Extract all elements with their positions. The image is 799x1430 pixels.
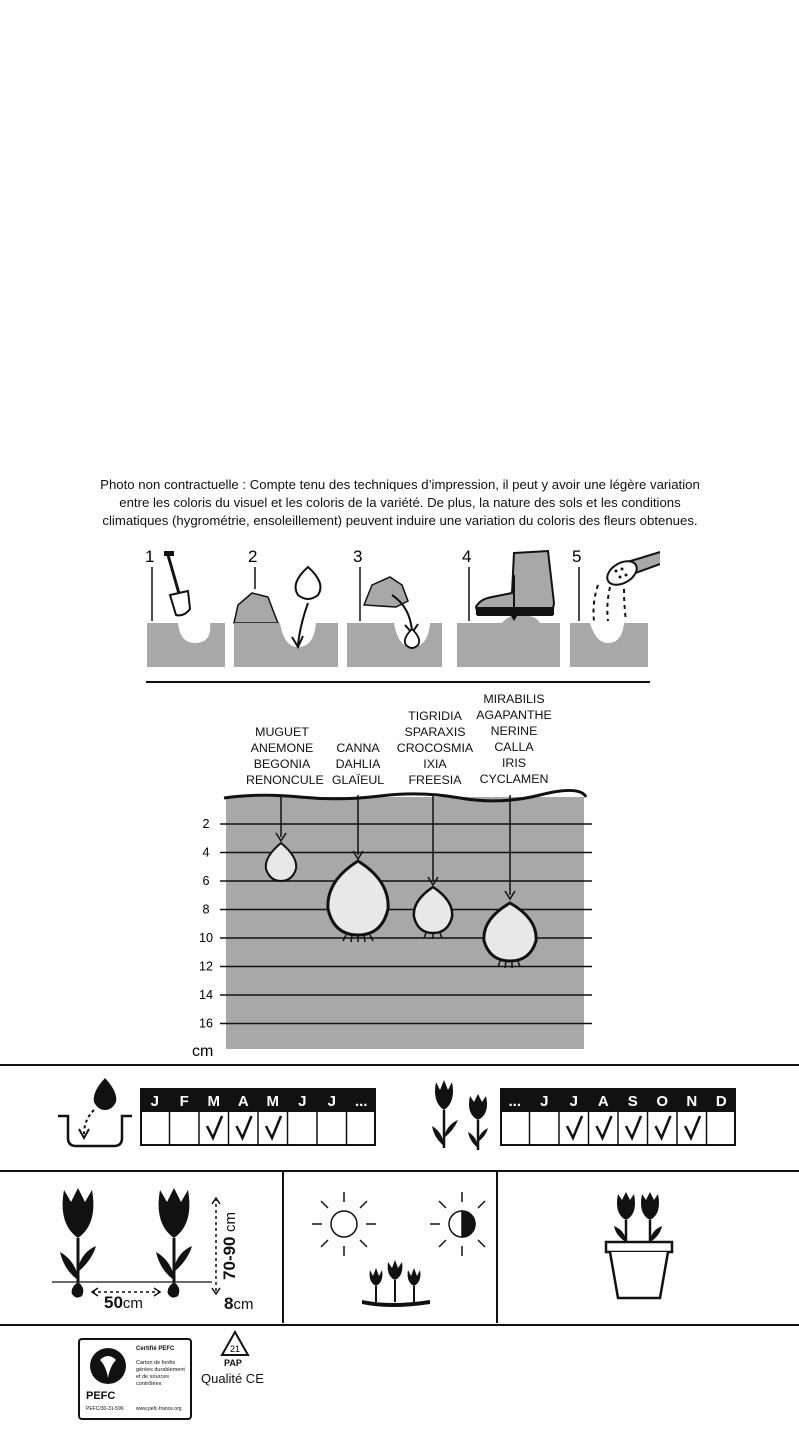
depth-tick-label: 10 — [198, 931, 214, 945]
bulb-icon — [296, 567, 321, 599]
checkmark-icon — [567, 1116, 582, 1138]
pefc-logo-icon — [88, 1346, 128, 1396]
panel-divider — [496, 1171, 498, 1323]
bulb-name: SPARAXIS — [404, 725, 466, 739]
step-5 — [570, 547, 660, 667]
bulb-name: GLAÏEUL — [331, 773, 385, 787]
depth-tick-label: 4 — [202, 845, 210, 860]
checkmark-icon — [626, 1116, 641, 1138]
potted-tulips-icon — [600, 1186, 680, 1306]
bulb-icon — [405, 629, 419, 648]
pefc-text-line: gérées durablement — [136, 1367, 185, 1373]
step-5-number: 5 — [572, 547, 582, 566]
group-3-names — [394, 708, 476, 788]
disclaimer-line-2: entre les coloris du visuel et les coloris de la variété. De plus, la nature des sols et les conditions — [119, 495, 681, 510]
group-4-names — [474, 691, 554, 787]
flowering-calendar — [500, 1088, 740, 1146]
step-1 — [145, 547, 225, 667]
checkmark-icon — [266, 1116, 281, 1138]
calendar-month-label: ... — [508, 1093, 522, 1110]
bulb-name: NERINE — [490, 724, 538, 738]
bulb-name: ANEMONE — [250, 741, 314, 755]
calendar-month-label: M — [207, 1093, 220, 1110]
tulip-icon — [156, 1188, 192, 1298]
step-3-number: 3 — [353, 547, 363, 566]
height-label — [206, 1200, 276, 1290]
planting-steps — [140, 545, 660, 685]
soil-hole — [570, 623, 648, 667]
bulb-name: IXIA — [423, 757, 447, 771]
soil-pile — [234, 593, 278, 623]
bulb-name: CROCOSMIA — [396, 741, 474, 755]
group-1-names — [246, 724, 324, 788]
pefc-logo-text: PEFC — [86, 1390, 116, 1402]
planting-calendar — [140, 1088, 380, 1146]
sun-icon — [312, 1192, 376, 1256]
soil-hole — [147, 623, 225, 667]
pefc-url: www.pefc-france.org — [136, 1406, 182, 1412]
step-2 — [234, 547, 338, 667]
pefc-text — [136, 1360, 185, 1388]
disclaimer-line-1: Photo non contractuelle : Compte tenu des techniques d’impression, il peut y avoir une légère variation — [100, 477, 700, 492]
checkmark-icon — [685, 1116, 700, 1138]
calendar-month-label: ... — [354, 1093, 368, 1110]
flowers-icon — [362, 1260, 430, 1307]
checkmark-icon — [656, 1116, 671, 1138]
depth-tick-label: 8 — [202, 902, 210, 917]
pefc-text-line: contrôlées — [136, 1381, 162, 1387]
bulb-name: RENONCULE — [246, 773, 324, 787]
plant-bulb-icon — [50, 1076, 140, 1156]
bulb-name: AGAPANTHE — [476, 708, 552, 722]
step-1-number: 1 — [145, 547, 155, 566]
depth-value: 8 — [224, 1294, 234, 1313]
depth-tick-label: 16 — [198, 1016, 214, 1031]
pefc-code: PEFC/30-31-596 — [86, 1406, 124, 1412]
recycle-icon — [220, 1330, 250, 1358]
calendar-month-label: O — [656, 1093, 669, 1110]
checkmark-icon — [597, 1116, 612, 1138]
group-2-names — [326, 740, 390, 788]
calendar-month-label: D — [715, 1093, 727, 1110]
checkmark-icon — [237, 1116, 252, 1138]
soil-hole — [347, 623, 442, 667]
height-value: 70-90 — [219, 1236, 239, 1280]
distance-unit: cm — [122, 1295, 143, 1312]
disclaimer-line-3: climatiques (hygrométrie, ensoleillement) peuvent induire une variation du coloris des fleurs obtenues. — [102, 513, 698, 528]
calendar-month-label: J — [540, 1093, 549, 1110]
step-4-number: 4 — [462, 547, 472, 566]
depth-unit: cm — [233, 1296, 254, 1313]
height-unit: cm — [221, 1212, 239, 1233]
step-2-number: 2 — [248, 547, 258, 566]
quality-label: Qualité CE — [201, 1371, 264, 1386]
calendar-month-label: A — [597, 1093, 609, 1110]
soil-hole — [234, 623, 338, 667]
shovel-icon — [164, 551, 190, 615]
calendar-month-label: N — [686, 1093, 698, 1110]
soil-hole — [457, 615, 560, 667]
bulb-name: BEGONIA — [253, 757, 311, 771]
disclaimer — [60, 476, 740, 530]
pefc-title: Certifié PEFC — [136, 1346, 175, 1352]
panel-divider — [282, 1171, 284, 1323]
bulb-name: CANNA — [336, 741, 380, 755]
depth-unit: cm — [192, 1043, 214, 1060]
half-sun-icon — [430, 1192, 485, 1256]
depth-tick-label: 6 — [202, 874, 210, 888]
step-3 — [347, 547, 442, 667]
bulb-name: MIRABILIS — [483, 692, 545, 706]
pefc-text-line: et de sources — [136, 1374, 170, 1380]
tulip-flowering-icon — [430, 1076, 500, 1154]
depth-chart — [180, 785, 600, 1060]
bulb-name: CYCLAMEN — [479, 772, 549, 786]
bulb-name: FREESIA — [408, 773, 462, 787]
spacing-distance — [104, 1293, 143, 1313]
checkmark-icon — [207, 1116, 222, 1138]
exposure-diagram — [300, 1186, 490, 1310]
planting-depth — [224, 1294, 253, 1314]
bulb-name: IRIS — [501, 756, 527, 770]
depth-tick-label: 14 — [198, 988, 214, 1002]
calendar-month-label: A — [237, 1093, 249, 1110]
calendar-month-label: J — [569, 1093, 578, 1110]
step-4 — [457, 547, 560, 667]
calendar-month-label: S — [627, 1093, 638, 1110]
watering-can-icon — [603, 549, 660, 590]
calendar-month-label: J — [327, 1093, 336, 1110]
depth-tick-label: 2 — [202, 817, 210, 831]
pefc-label — [78, 1338, 192, 1420]
calendar-month-label: J — [298, 1093, 307, 1110]
water-drops-icon — [594, 585, 599, 621]
bulb-name: TIGRIDIA — [408, 709, 462, 723]
tulip-icon — [60, 1188, 96, 1298]
calendar-month-label: F — [179, 1093, 189, 1110]
pefc-text-line: Carton de forêts — [136, 1360, 176, 1366]
bulb-name: MUGUET — [255, 725, 309, 739]
bulb-name: DAHLIA — [335, 757, 381, 771]
depth-tick-label: 12 — [198, 959, 214, 974]
recycle-number: 21 — [229, 1344, 241, 1354]
distance-value: 50 — [104, 1293, 123, 1312]
bulb-name: CALLA — [494, 740, 534, 754]
calendar-month-label: M — [266, 1093, 279, 1110]
calendar-month-label: J — [150, 1093, 159, 1110]
recycle-code: PAP — [224, 1358, 242, 1368]
